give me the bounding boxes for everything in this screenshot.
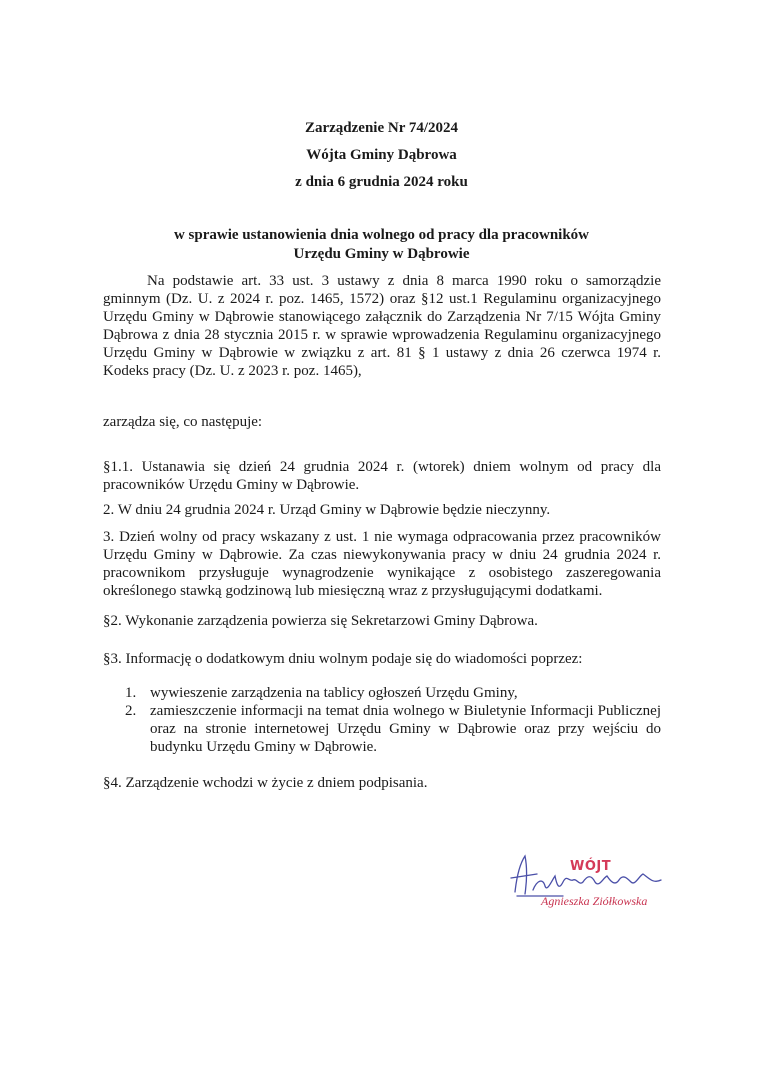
stamp-title: WÓJT (570, 859, 612, 874)
issuer-line: Wójta Gminy Dąbrowa (306, 147, 457, 163)
subject-line-2: Urzędu Gminy w Dąbrowie (293, 246, 470, 262)
stamp-name: Agnieszka Ziółkowska (541, 894, 648, 908)
list-item-number: 1. (125, 685, 137, 701)
section-1-point-2: 2. W dniu 24 grudnia 2024 r. Urząd Gminy w Dąbrowie będzie nieczynny. (103, 502, 551, 518)
list-item-text: zamieszczenie informacji na temat dnia wolnego w Biuletynie Informacji Publicznej oraz na stronie internetowej Urzędu Gminy w Dąbrowie oraz przy wejściu do budynku Urzędu Gminy w Dąbrowie. (150, 703, 661, 755)
decree-line: zarządza się, co następuje: (103, 414, 263, 430)
list-item-number: 2. (125, 703, 137, 719)
section-4: §4. Zarządzenie wchodzi w życie z dniem podpisania. (103, 775, 428, 791)
section-3-list (125, 684, 661, 756)
document-title: Zarządzenie Nr 74/2024 (304, 120, 459, 136)
section-3: §3. Informację o dodatkowym dniu wolnym podaje się do wiadomości poprzez: (103, 651, 583, 667)
signature-stamp (503, 852, 683, 914)
section-2: §2. Wykonanie zarządzenia powierza się Sekretarzowi Gminy Dąbrowa. (103, 613, 538, 629)
subject (150, 226, 613, 264)
section-1-point-1: §1.1. Ustanawia się dzień 24 grudnia 2024 r. (wtorek) dniem wolnym od pracy dla pracowników Urzędu Gminy w Dąbrowie. (103, 459, 661, 493)
section-1-point-3: 3. Dzień wolny od pracy wskazany z ust. 1 nie wymaga odpracowania przez pracowników Urzędu Gminy w Dąbrowie. Za czas niewykonywania pracy w dniu 24 grudnia 2024 r. pracownikom przysługuje wynagrodzenie wynikające z osobistego zaszeregowania określonego stawką godzinową lub miesięczną wraz z przysługującymi dodatkami. (103, 529, 661, 599)
date-line: z dnia 6 grudnia 2024 roku (295, 174, 468, 190)
legal-basis-paragraph: Na podstawie art. 33 ust. 3 ustawy z dnia 8 marca 1990 roku o samorządzie gminnym (Dz. U. z 2024 r. poz. 1465, 1572) oraz §12 ust.1 Regulaminu organizacyjnego Urzędu Gminy w Dąbrowie stanowiącego załącznik do Zarządzenia Nr 7/15 Wójta Gminy Dąbrowa z dnia 28 stycznia 2015 r. w sprawie wprowadzenia Regulaminu organizacyjnego Urzędu Gminy w Dąbrowie w związku z art. 81 § 1 ustawy z dnia 26 czerwca 1974 r. Kodeks pracy (Dz. U. z 2023 r. poz. 1465), (103, 273, 661, 379)
subject-line-1: w sprawie ustanowienia dnia wolnego od pracy dla pracowników (173, 227, 590, 243)
list-item-text: wywieszenie zarządzenia na tablicy ogłoszeń Urzędu Gminy, (150, 685, 518, 701)
list-item (125, 684, 661, 702)
list-item (125, 702, 661, 756)
